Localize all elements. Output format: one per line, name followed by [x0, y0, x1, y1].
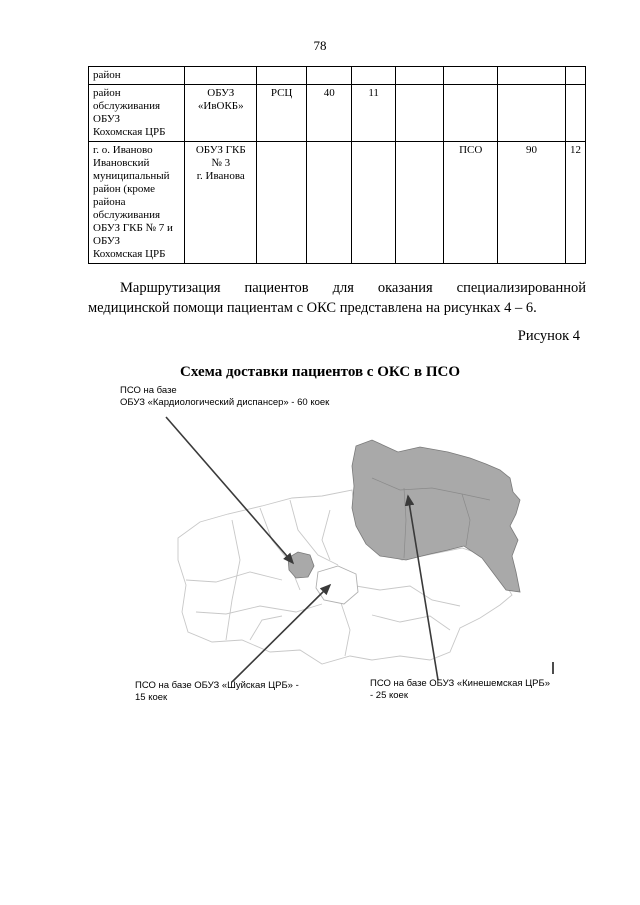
- routing-paragraph: Маршрутизация пациентов для оказания специализированной медицинской помощи пациентам с ОКС представлена на рисунках 4 – 6.: [88, 280, 586, 316]
- territory-line: Кохомская ЦРБ: [93, 248, 166, 260]
- territory-line: ОБУЗ ГКБ № 7 и: [93, 222, 173, 234]
- page-number: 78: [313, 38, 327, 53]
- annotation-shuya-line2: 15 коек: [135, 692, 168, 703]
- annotation-cardio-line1: ПСО на базе: [120, 385, 177, 396]
- annotation-kinesh: [370, 678, 590, 702]
- organization-line: ОБУЗ: [207, 87, 235, 99]
- ivanovo-area: [288, 552, 314, 578]
- territory-line: ОБУЗ: [93, 113, 121, 125]
- territory-line: район: [93, 87, 121, 99]
- annotation-kinesh-line1: ПСО на базе ОБУЗ «Кинешемская ЦРБ»: [370, 678, 551, 689]
- territory-line: муниципальный: [93, 170, 170, 182]
- arrow-shuya: [232, 585, 330, 682]
- annotation-shuya-line1: ПСО на базе ОБУЗ «Шуйская ЦРБ» -: [135, 680, 299, 691]
- table-cell: 12: [566, 142, 586, 264]
- territory-line: район: [93, 69, 121, 81]
- territory-line: Ивановский: [93, 157, 150, 169]
- arrow-cardio: [166, 417, 293, 563]
- table-cell: ПСО: [444, 142, 498, 264]
- organization-line: ОБУЗ ГКБ: [195, 144, 246, 156]
- kineshma-service-area: [352, 440, 520, 592]
- organization-line: г. Иванова: [196, 170, 245, 182]
- table-cell: 40: [307, 85, 352, 142]
- annotation-cardio-line2: ОБУЗ «Кардиологический диспансер» - 60 коек: [120, 397, 330, 408]
- organization-line: № 3: [211, 157, 231, 169]
- territory-line: ОБУЗ: [93, 235, 121, 247]
- figure-title: Схема доставки пациентов с ОКС в ПСО: [180, 364, 460, 380]
- organization-line: «ИвОКБ»: [197, 100, 244, 112]
- territory-line: Кохомская ЦРБ: [93, 126, 166, 138]
- table-cell: РСЦ: [257, 85, 307, 142]
- shuya-area: [316, 566, 358, 604]
- table-cell: 11: [352, 85, 395, 142]
- figure-label: Рисунок 4: [517, 328, 580, 344]
- annotation-shuya: [135, 680, 325, 704]
- territory-line: района: [93, 196, 126, 208]
- territory-line: обслуживания: [93, 100, 161, 112]
- territory-line: г. о. Иваново: [93, 144, 153, 156]
- table-cell: 90: [498, 142, 566, 264]
- annotation-kinesh-line2: - 25 коек: [370, 690, 408, 701]
- territory-line: обслуживания: [93, 209, 161, 221]
- territory-line: район (кроме: [93, 183, 156, 195]
- annotation-cardio: [120, 385, 329, 409]
